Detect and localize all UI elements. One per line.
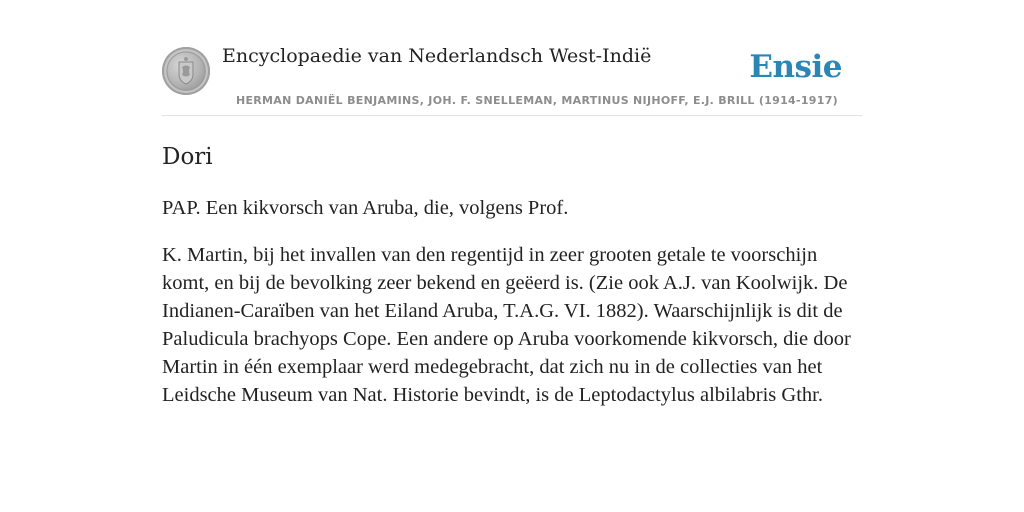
book-title[interactable]: Encyclopaedie van Nederlandsch West-Indië bbox=[222, 45, 652, 67]
coin-seal-icon[interactable] bbox=[162, 47, 210, 95]
entry-paragraph: K. Martin, bij het invallen van den regentijd in zeer grooten getale te voorschijn komt, en bij de bevolking zeer bekend en geëerd is. (Zie ook A.J. van Koolwijk. De Indianen-Caraïben van het Eiland Aruba, T.A.G. VI. 1882). Waarschijnlijk is dit de Paludicula brachyops Cope. Een andere op Aruba voorkomende kikvorsch, die door Martin in één exemplaar werd medegebracht, dat zich nu in de collecties van het Leidsche Museum van Nat. Historie bevindt, is de Leptodactylus albilabris Gthr. bbox=[162, 244, 851, 406]
brand-logo[interactable]: Ensie bbox=[749, 49, 842, 85]
entry-title: Dori bbox=[162, 144, 213, 170]
page bbox=[162, 0, 862, 409]
coin-seal-graphic bbox=[162, 47, 210, 95]
authors-line: HERMAN DANIËL BENJAMINS, JOH. F. SNELLEMAN, MARTINUS NIJHOFF, E.J. BRILL (1914-1917) bbox=[235, 94, 838, 107]
entry-paragraph: PAP. Een kikvorsch van Aruba, die, volgens Prof. bbox=[162, 197, 569, 219]
page-header bbox=[162, 0, 862, 116]
